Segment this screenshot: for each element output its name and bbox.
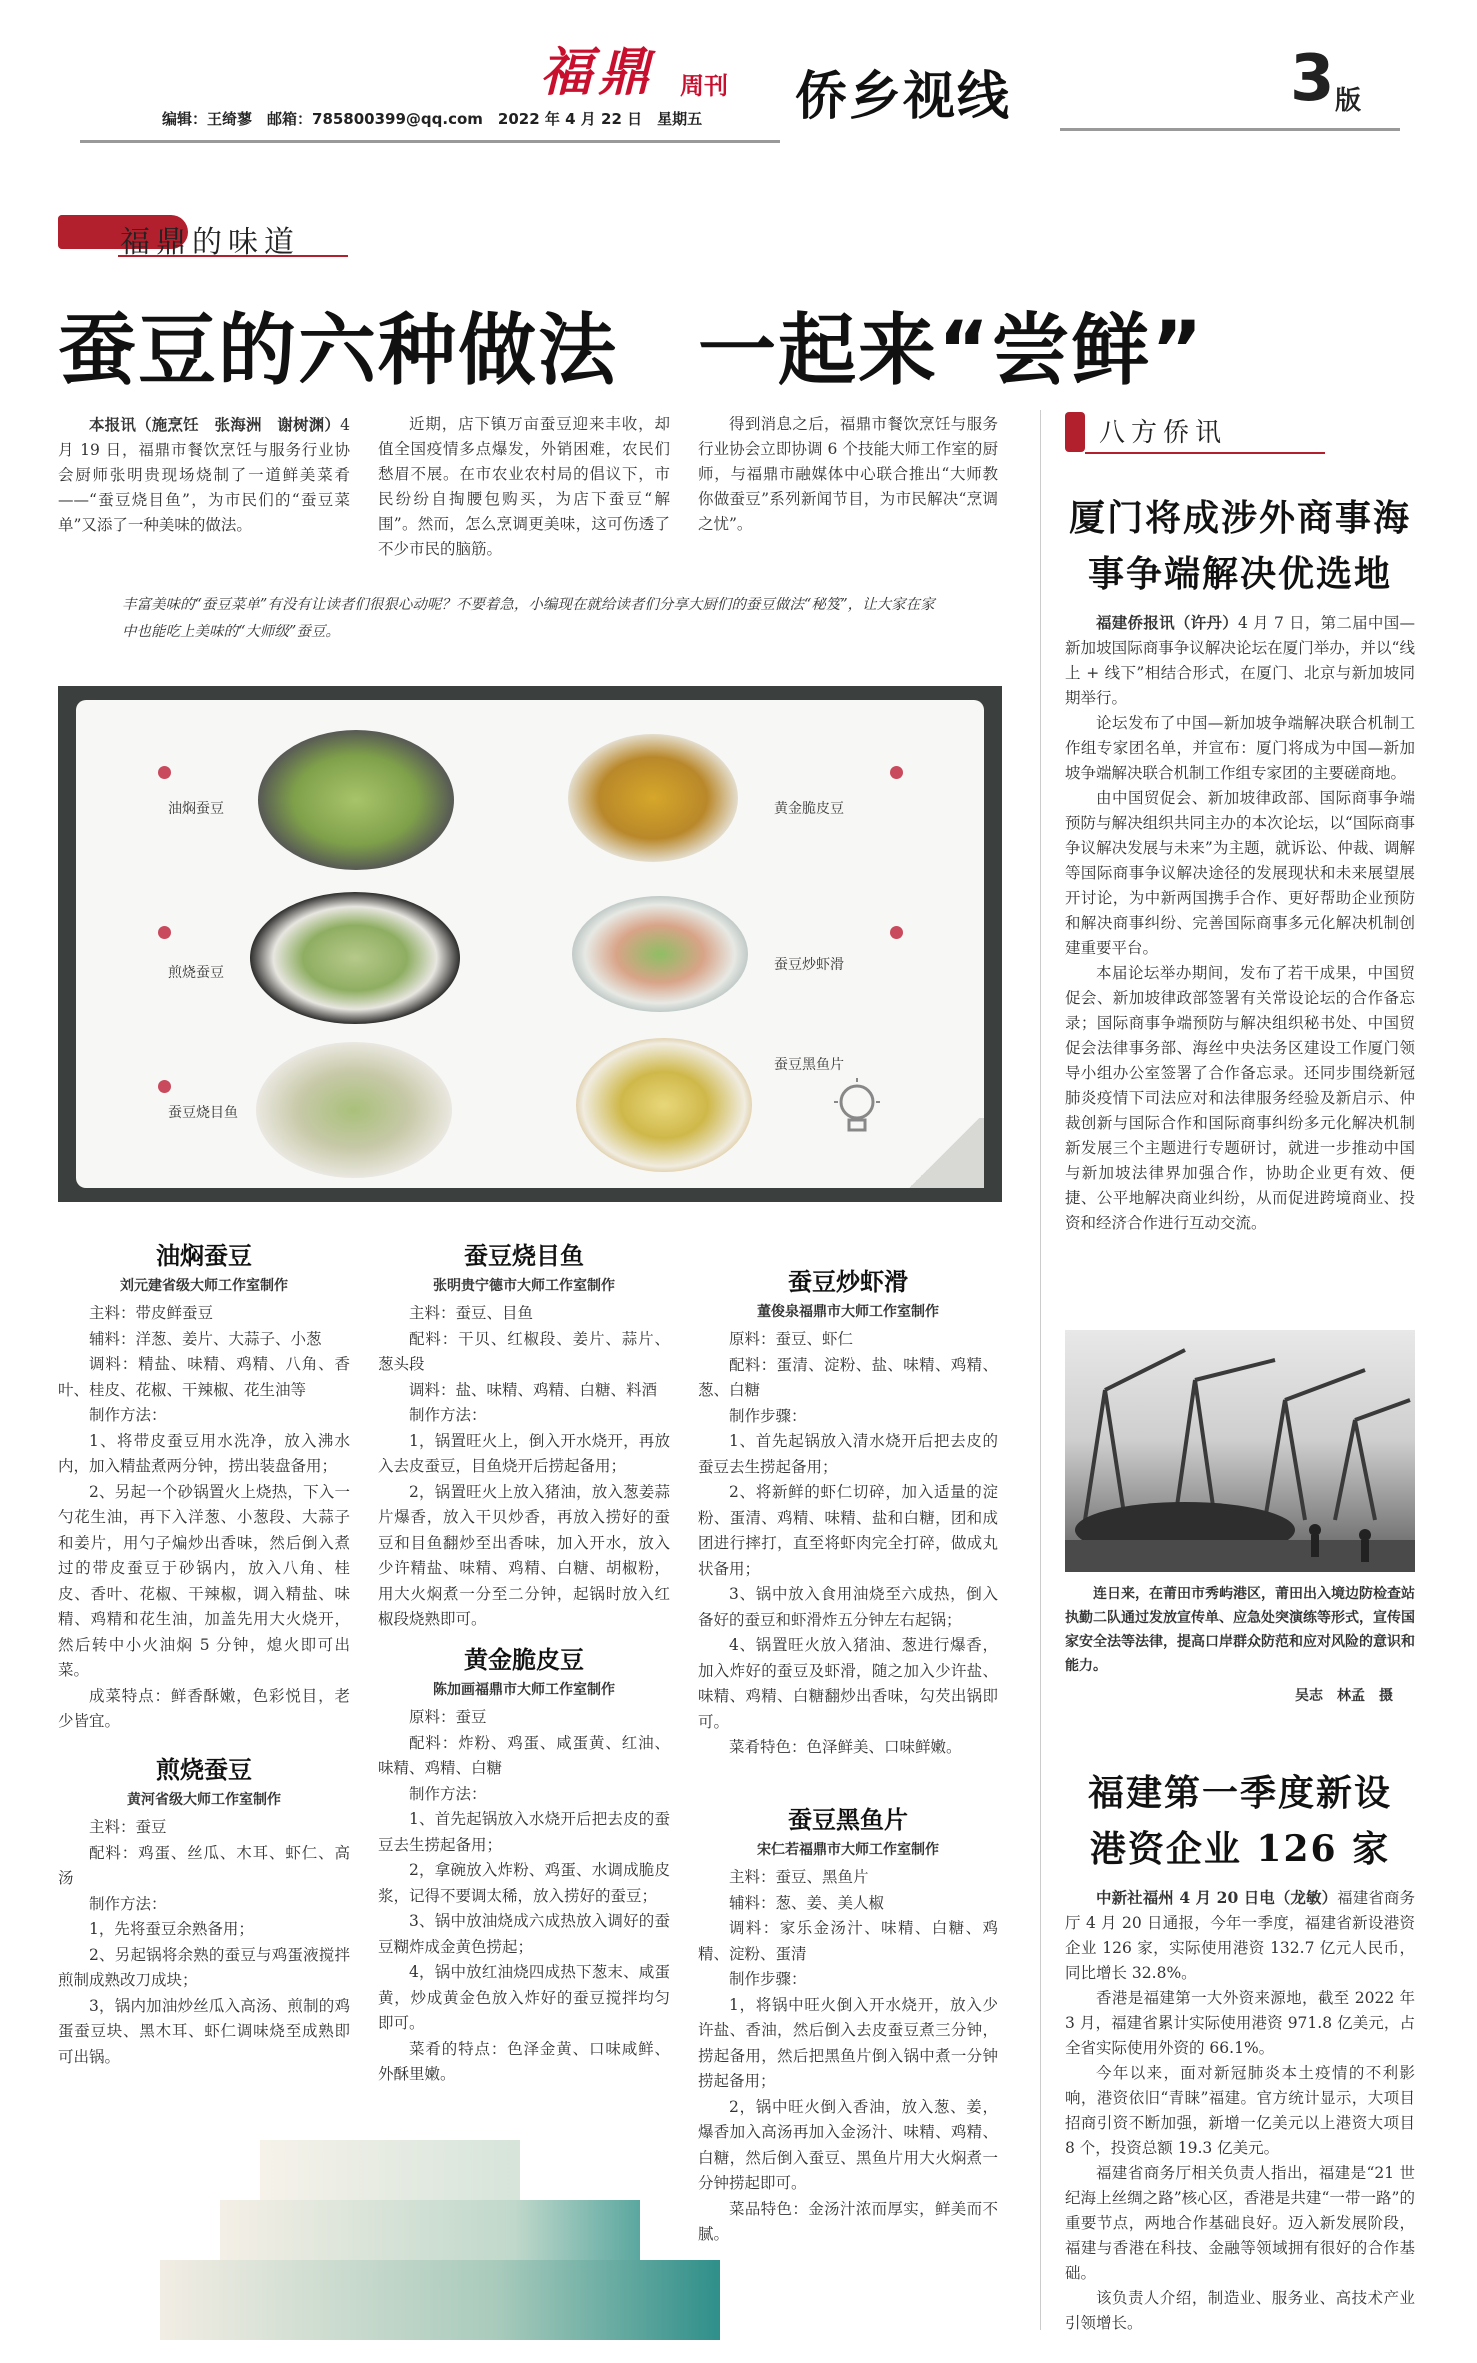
recipe-line: 菜肴的特点：色泽金黄、口味咸鲜、外酥里嫩。 — [378, 2039, 670, 2083]
column-tag — [58, 205, 358, 265]
recipe-line: 1，先将蚕豆余熟备用； — [89, 1920, 254, 1938]
dish-photo-jianshao — [250, 892, 460, 1024]
recipe-studio: 陈加画福鼎市大师工作室制作 — [433, 1682, 615, 1698]
recipe-line: 1，将锅中旺火倒入开水烧开，放入少许盐、香油，然后倒入去皮蚕豆煮三分钟，捞起备用，然后把黑鱼片倒入锅中煮一分钟捞起备用； — [698, 1995, 998, 2090]
recipe-xiahua — [698, 1262, 998, 1761]
book-right-page — [532, 700, 984, 1188]
article-title: 港资企业 126 家 — [1089, 1828, 1391, 1870]
article-byline: 福建侨报讯（许丹） — [1096, 613, 1238, 632]
port-photo — [1065, 1330, 1415, 1572]
article-paragraph: 香港是福建第一大外资来源地，截至 2022 年 3 月，福建省累计实际使用港资 971.8 亿美元，占全省实际使用外资的 66.1%。 — [1065, 1989, 1415, 2057]
recipe-title: 蚕豆炒虾滑 — [788, 1268, 908, 1296]
brand-logo: 福鼎 — [540, 42, 657, 103]
crane-silhouettes — [1065, 1330, 1415, 1572]
recipe-title: 黄金脆皮豆 — [464, 1646, 584, 1674]
recipe-line: 2、将新鲜的虾仁切碎，加入适量的淀粉、蛋清、鸡精、味精、盐和白糖，团和成团进行摔打，直至将虾肉完全打碎，做成丸状备用； — [698, 1483, 998, 1578]
dish-photo-muyu — [256, 1042, 452, 1178]
recipe-muyu — [378, 1236, 670, 1633]
recipe-line: 菜品特色：金汤汁浓而厚实，鲜美而不腻。 — [698, 2199, 998, 2243]
decorative-steps — [160, 2140, 720, 2340]
intro-col-2 — [378, 412, 670, 562]
recipe-line: 1、首先起锅放入水烧开后把去皮的蚕豆去生捞起备用； — [378, 1810, 670, 1854]
dish-label-youmen: 油焖蚕豆 — [168, 801, 224, 817]
recipe-title: 蚕豆烧目鱼 — [464, 1242, 584, 1270]
intro-col1-text: 4 月 19 日，福鼎市餐饮烹饪与服务行业协会厨师张明贵现场烧制了一道鲜美菜肴——“蚕豆烧目鱼”，为市民们的“蚕豆菜单”又添了一种美味的做法。 — [58, 416, 350, 534]
recipe-studio: 宋仁若福鼎市大师工作室制作 — [757, 1842, 939, 1858]
step-block — [160, 2260, 720, 2340]
dish-label-muyu: 蚕豆烧目鱼 — [168, 1105, 238, 1121]
dish-label-cuipi: 黄金脆皮豆 — [774, 801, 844, 817]
column-tag-text: 福鼎的味道 — [120, 225, 300, 260]
article-xiamen — [1065, 490, 1415, 1236]
masthead — [0, 0, 1477, 160]
pin-icon — [158, 926, 171, 939]
recipe-line: 配料：鸡蛋、丝瓜、木耳、虾仁、高汤 — [58, 1843, 350, 1887]
recipe-line: 3、锅中放入食用油烧至六成热，倒入备好的蚕豆和虾滑炸五分钟左右起锅； — [698, 1585, 998, 1629]
recipe-studio: 张明贵宁德市大师工作室制作 — [433, 1278, 615, 1294]
photo-credit: 吴志 林孟 摄 — [1295, 1688, 1393, 1704]
recipe-line: 主料：带皮鲜蚕豆 — [89, 1304, 214, 1322]
dish-photo-cuipi — [568, 734, 738, 862]
article-paragraph: 由中国贸促会、新加坡律政部、国际商事争端预防与解决组织共同主办的本次论坛，以“国际商事争议解决发展与未来”为主题，就诉讼、仲裁、调解等国际商事争议解决途径的发展现状和未来展望展开讨论，为中新两国携手合作、更好帮助企业预防和解决商事纠纷、完善国际商事多元化解决机制创建重要平台。 — [1065, 789, 1415, 957]
recipe-line: 1、首先起锅放入清水烧开后把去皮的蚕豆去生捞起备用； — [698, 1432, 998, 1476]
pin-icon — [158, 766, 171, 779]
recipe-line: 2、另起锅将余熟的蚕豆与鸡蛋液搅拌煎制成熟改刀成块； — [58, 1945, 350, 1989]
recipe-line: 2，拿碗放入炸粉、鸡蛋、水调成脆皮浆，记得不要调太稀，放入捞好的蚕豆； — [378, 1861, 670, 1905]
recipe-line: 原料：蚕豆、虾仁 — [729, 1330, 854, 1348]
recipe-book-illustration — [58, 686, 1002, 1202]
recipe-line: 调料：家乐金汤汁、味精、白糖、鸡精、淀粉、蛋清 — [698, 1919, 998, 1963]
recipe-line: 2，锅中旺火倒入香油，放入葱、姜，爆香加入高汤再加入金汤汁、味精、鸡精、白糖，然后倒入蚕豆、黑鱼片用大火焖煮一分钟捞起即可。 — [698, 2097, 998, 2192]
recipe-jianshao — [58, 1750, 350, 2070]
recipe-cuipi — [378, 1640, 670, 2088]
step-block — [220, 2200, 640, 2260]
article-paragraph: 福建省商务厅 4 月 20 日通报，今年一季度，福建省新设港资企业 126 家，实际使用港资 132.7 亿元人民币，同比增长 32.8%。 — [1065, 1889, 1415, 1982]
sidebar-tag-text: 八方侨讯 — [1099, 418, 1228, 448]
recipe-line: 主料：蚕豆 — [89, 1818, 167, 1836]
brand-suffix: 周刊 — [680, 72, 728, 100]
article-paragraph: 4 月 7 日，第二届中国—新加坡国际商事争议解决论坛在厦门举办，并以“线上 + 线下”相结合形式，在厦门、北京与新加坡同期举行。 — [1065, 614, 1415, 707]
dish-label-heiyu: 蚕豆黑鱼片 — [774, 1057, 844, 1073]
recipe-line: 成菜特点：鲜香酥嫩，色彩悦目，老少皆宜。 — [58, 1686, 350, 1730]
intro-byline: 本报讯（施烹饪 张海洲 谢树渊） — [89, 415, 341, 434]
recipe-line: 4、锅置旺火放入猪油、葱进行爆香，加入炸好的蚕豆及虾滑，随之加入少许盐、味精、鸡精、白糖翻炒出香味，勾芡出锅即可。 — [698, 1636, 998, 1731]
article-paragraph: 今年以来，面对新冠肺炎本土疫情的不利影响，港资依旧“青睐”福建。官方统计显示，大项目招商引资不断加强，新增一亿美元以上港资大项目 8 个，投资总额 19.3 亿美元。 — [1065, 2064, 1415, 2157]
dish-photo-heiyu — [576, 1038, 752, 1172]
recipe-studio: 刘元建省级大师工作室制作 — [120, 1278, 288, 1294]
header-info: 编辑：王绮蓼 邮箱：785800399@qq.com 2022 年 4 月 22 日 星期五 — [162, 110, 703, 128]
intro-col2-text: 近期，店下镇万亩蚕豆迎来丰收，却值全国疫情多点爆发，外销困难，农民们愁眉不展。在市农业农村局的倡议下，市民纷纷自掏腰包购买，为店下蚕豆“解围”。然而，怎么烹调更美味，这可伤透了不少市民的脑筋。 — [378, 415, 670, 558]
recipe-line: 制作方法： — [89, 1406, 167, 1424]
article-paragraph: 论坛发布了中国—新加坡争端解决联合机制工作组专家团名单，并宣布：厦门将成为中国—新加坡争端解决联合机制工作组专家团的主要磋商地。 — [1065, 714, 1415, 782]
section-title: 侨乡视线 — [795, 67, 1012, 127]
dish-label-xiahua: 蚕豆炒虾滑 — [774, 957, 844, 973]
recipe-line: 制作方法： — [409, 1406, 487, 1424]
recipe-studio: 董俊泉福鼎市大师工作室制作 — [757, 1304, 939, 1320]
page-curl — [904, 1118, 984, 1188]
header-rule — [80, 140, 780, 143]
recipe-line: 配料：炸粉、鸡蛋、咸蛋黄、红油、味精、鸡精、白糖 — [378, 1733, 670, 1777]
recipe-line: 配料：蛋清、淀粉、盐、味精、鸡精、葱、白糖 — [698, 1355, 998, 1399]
article-title: 福建第一季度新设 — [1087, 1772, 1392, 1814]
tag-underline — [1085, 452, 1325, 454]
recipe-line: 制作方法： — [409, 1784, 487, 1803]
recipe-line: 制作步骤： — [729, 1406, 807, 1425]
step-block — [260, 2140, 520, 2200]
sidebar-divider — [1040, 410, 1041, 2330]
sidebar-tag — [1065, 408, 1395, 464]
article-byline: 中新社福州 4 月 20 日电（龙敏） — [1096, 1888, 1338, 1907]
recipe-line: 调料：精盐、味精、鸡精、八角、香叶、桂皮、花椒、干辣椒、花生油等 — [58, 1355, 350, 1399]
dish-photo-xiahua — [572, 896, 748, 1012]
book-left-page — [76, 700, 532, 1188]
article-paragraph: 本届论坛举办期间，发布了若干成果，中国贸促会、新加坡律政部签署有关常设论坛的合作备忘录；国际商事争端预防与解决组织秘书处、中国贸促会法律事务部、海丝中央法务区建设工作厦门领导小组办公室签署了合作备忘录。还同步围绕新冠肺炎疫情下司法应对和法律服务经验及新启示、仲裁创新与国际合作和国际商事纠纷多元化解决机制新发展三个主题进行专题研讨，就进一步推动中国与新加坡法律界加强合作，协助企业更有效、便捷、公平地解决商业纠纷，从而促进跨境商业、投资和经济合作进行互动交流。 — [1065, 964, 1415, 1232]
recipe-line: 2、另起一个砂锅置火上烧热，下入一勺花生油，再下入洋葱、小葱段、大蒜子和姜片，用勺子煸炒出香味，然后倒入煮过的带皮蚕豆于砂锅内，放入八角、桂皮、香叶、花椒、干辣椒，调入精盐、味精、鸡精和花生油，加盖先用大火烧开，然后转中小火油焖 5 分钟，熄火即可出菜。 — [58, 1482, 350, 1679]
recipe-line: 配料：干贝、红椒段、姜片、蒜片、葱头段 — [378, 1329, 670, 1373]
article-paragraph: 该负责人介绍，制造业、服务业、高技术产业引领增长。 — [1065, 2289, 1415, 2332]
article-body — [1065, 1885, 1415, 2336]
intro-col-3 — [698, 412, 998, 537]
article-paragraph: 福建省商务厅相关负责人指出，福建是“21 世纪海上丝绸之路”核心区，香港是共建“一带一路”的重要节点，两地合作基础良好。迈入新发展阶段，福建与香港在科技、金融等领域拥有很好的合作基础。 — [1065, 2164, 1415, 2282]
recipe-line: 菜肴特色：色泽鲜美、口味鲜嫩。 — [729, 1738, 962, 1756]
recipe-line: 4，锅中放红油烧四成热下葱末、咸蛋黄，炒成黄金色放入炸好的蚕豆搅拌均匀即可。 — [378, 1963, 670, 2032]
header-rule-right — [1060, 128, 1400, 131]
recipe-line: 2，锅置旺火上放入猪油，放入葱姜蒜片爆香，放入干贝炒香，再放入捞好的蚕豆和目鱼翻炒至出香味，加入开水，放入少许精盐、味精、鸡精、白糖、胡椒粉，用大火焖煮一分至二分钟，起锅时放入红椒段烧熟即可。 — [378, 1482, 670, 1628]
pin-icon — [890, 926, 903, 939]
recipe-line: 原料：蚕豆 — [409, 1708, 487, 1726]
article-title: 厦门将成涉外商事海 — [1068, 497, 1411, 539]
recipe-title: 煎烧蚕豆 — [156, 1756, 252, 1784]
headline: 蚕豆的六种做法 一起来“尝鲜” — [58, 306, 1205, 396]
recipe-line: 辅料：洋葱、姜片、大蒜子、小葱 — [89, 1329, 322, 1348]
recipe-title: 蚕豆黑鱼片 — [788, 1806, 908, 1834]
article-hk — [1065, 1765, 1415, 2336]
pin-icon — [890, 766, 903, 779]
lightbulb-icon — [832, 1078, 882, 1144]
dish-label-jianshao: 煎烧蚕豆 — [168, 965, 224, 981]
recipe-line: 制作方法： — [89, 1894, 167, 1913]
recipe-studio: 黄河省级大师工作室制作 — [127, 1792, 281, 1808]
tag-brush-stroke — [1065, 412, 1085, 452]
pin-icon — [158, 1080, 171, 1093]
recipe-line: 主料：蚕豆、目鱼 — [409, 1304, 534, 1322]
recipe-line: 辅料：葱、姜、美人椒 — [729, 1893, 885, 1912]
recipe-heiyu — [698, 1800, 998, 2248]
page-suffix: 版 — [1335, 86, 1362, 116]
recipe-line: 1、将带皮蚕豆用水洗净，放入沸水内，加入精盐煮两分钟，捞出装盘备用； — [58, 1431, 350, 1475]
recipe-line: 主料：蚕豆、黑鱼片 — [729, 1868, 869, 1886]
article-title: 事争端解决优选地 — [1087, 553, 1392, 595]
intro-col-1 — [58, 412, 350, 538]
intro-col3-text: 得到消息之后，福鼎市餐饮烹饪与服务行业协会立即协调 6 个技能大师工作室的厨师，与福鼎市融媒体中心联合推出“大师教你做蚕豆”系列新闻节目，为市民解决“烹调之忧”。 — [698, 415, 998, 533]
recipe-line: 1，锅置旺火上，倒入开水烧开，再放入去皮蚕豆，目鱼烧开后捞起备用； — [378, 1431, 670, 1475]
article-body — [1065, 610, 1415, 1236]
recipe-line: 3，锅内加油炒丝瓜入高汤、煎制的鸡蛋蚕豆块、黑木耳、虾仁调味烧至成熟即可出锅。 — [58, 1996, 350, 2066]
recipe-line: 3、锅中放油烧成六成热放入调好的蚕豆糊炸成金黄色捞起； — [378, 1912, 670, 1956]
photo-caption: 连日来，在莆田市秀屿港区，莆田出入境边防检查站执勤二队通过发放宣传单、应急处突演练等形式，宣传国家安全法等法律，提高口岸群众防范和应对风险的意识和能力。 — [1065, 1586, 1415, 1674]
recipe-title: 油焖蚕豆 — [156, 1242, 252, 1270]
recipe-line: 调料：盐、味精、鸡精、白糖、料酒 — [409, 1380, 658, 1399]
intro-lead: 丰富美味的“蚕豆菜单”有没有让读者们很狠心动呢？不要着急，小编现在就给读者们分享大厨们的蚕豆做法“秘笈”，让大家在家中也能吃上美味的“大师级”蚕豆。 — [122, 597, 935, 640]
recipe-line: 制作步骤： — [729, 1970, 807, 1988]
dish-photo-youmen — [258, 730, 454, 870]
recipe-youmen — [58, 1236, 350, 1735]
page-number: 3 — [1290, 42, 1335, 116]
